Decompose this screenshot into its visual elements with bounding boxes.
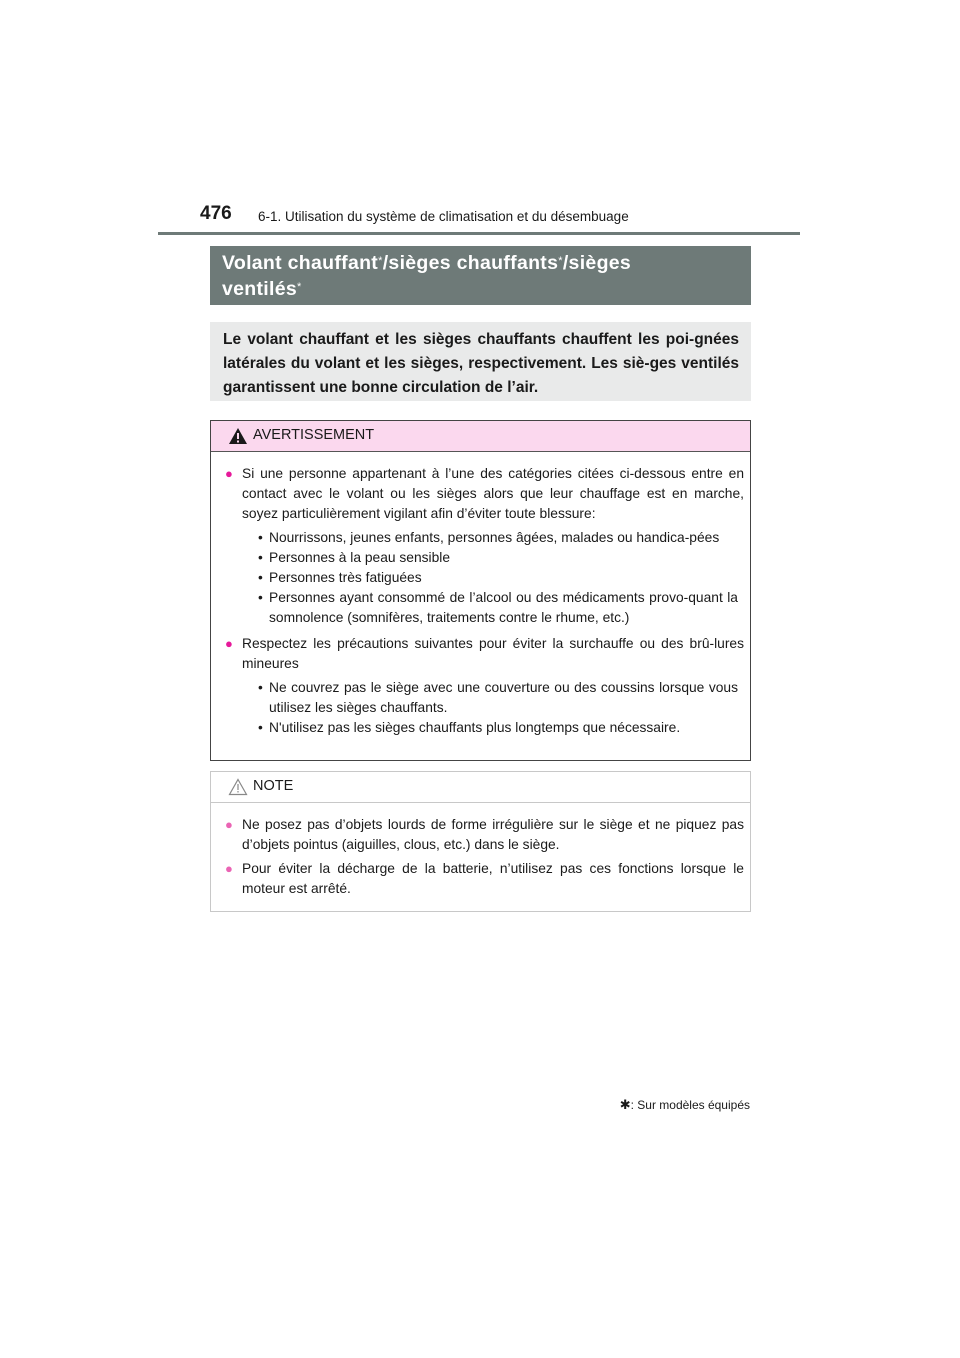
- bullet-icon: ●: [225, 466, 233, 481]
- intro-text: Le volant chauffant et les sièges chauffants chauffent les poi-gnées latérales du volant et les sièges, respectivement. Les siè-ges ventilés garantissent une bonne circulation de l’air.: [223, 331, 739, 396]
- sub-list-item: • Personnes ayant consommé de l’alcool ou des médicaments provo-quant la somnolence (somnifères, traitements contre le rhume, etc.): [258, 590, 738, 625]
- note-header: [211, 772, 750, 803]
- section-title: [210, 246, 751, 305]
- sub-list-item: • Nourrissons, jeunes enfants, personnes âgées, malades ou handica-pées: [242, 528, 744, 548]
- intro-box: [210, 322, 751, 401]
- note-item-text: Pour éviter la décharge de la batterie, n’utilisez pas ces fonctions lorsque le moteur est arrêté.: [242, 861, 744, 896]
- bullet-icon: ●: [225, 817, 233, 832]
- note-item: [225, 815, 744, 855]
- sub-list-item: • N'utilisez pas les sièges chauffants plus longtemps que nécessaire.: [242, 718, 744, 738]
- sub-list-item: • Personnes très fatiguées: [242, 568, 744, 588]
- page-number: 476: [200, 203, 232, 224]
- warning-heading: AVERTISSEMENT: [253, 427, 375, 443]
- warning-item: [225, 464, 744, 628]
- caution-triangle-icon: [228, 778, 248, 796]
- asterisk-icon: ✱: [619, 1097, 631, 1112]
- asterisk-3: *: [297, 281, 302, 293]
- warning-sub-list: [242, 528, 744, 628]
- warning-item: [225, 634, 744, 738]
- chapter-title: 6-1. Utilisation du système de climatisation et du désembuage: [258, 209, 629, 224]
- dot-icon: •: [258, 680, 263, 695]
- warning-sub-list: [242, 678, 744, 738]
- warning-header: [211, 421, 750, 452]
- footnote: [620, 1097, 750, 1113]
- bullet-icon: ●: [225, 861, 233, 876]
- bullet-icon: ●: [225, 636, 233, 651]
- note-heading: NOTE: [253, 778, 294, 794]
- footnote-text: : Sur modèles équipés: [630, 1098, 750, 1112]
- dot-icon: •: [258, 530, 263, 545]
- warning-box: [210, 420, 751, 761]
- title-part-1: Volant chauffant: [222, 252, 379, 274]
- note-item-text: Ne posez pas d’objets lourds de forme irrégulière sur le siège et ne piquez pas d’objets pointus (aiguilles, clous, etc.) dans le siège.: [242, 817, 744, 852]
- title-part-3: /sièges: [562, 252, 632, 274]
- header-rule: [158, 232, 800, 235]
- note-item: [225, 859, 744, 899]
- warning-item-text: Respectez les précautions suivantes pour éviter la surchauffe ou des brû-lures mineures: [242, 636, 744, 671]
- warning-item-text: Si une personne appartenant à l’une des catégories citées ci-dessous entre en contact avec le volant ou les sièges alors que leur chauffage est en marche, soyez particulièrement vigilant afin d’éviter toute blessure:: [242, 466, 744, 521]
- title-part-4: ventilés: [222, 278, 298, 300]
- sub-list-item: • Ne couvrez pas le siège avec une couverture ou des coussins lorsque vous utilisez les sièges chauffants.: [258, 680, 738, 715]
- sub-list-item: • Personnes à la peau sensible: [242, 548, 744, 568]
- asterisk-1: *: [378, 255, 383, 267]
- dot-icon: •: [258, 550, 263, 565]
- dot-icon: •: [258, 570, 263, 585]
- note-box: [210, 771, 751, 912]
- warning-triangle-icon: [228, 427, 248, 445]
- dot-icon: •: [258, 720, 263, 735]
- asterisk-2: *: [558, 255, 563, 267]
- dot-icon: •: [258, 590, 263, 605]
- title-part-2: /sièges chauffants: [382, 252, 559, 274]
